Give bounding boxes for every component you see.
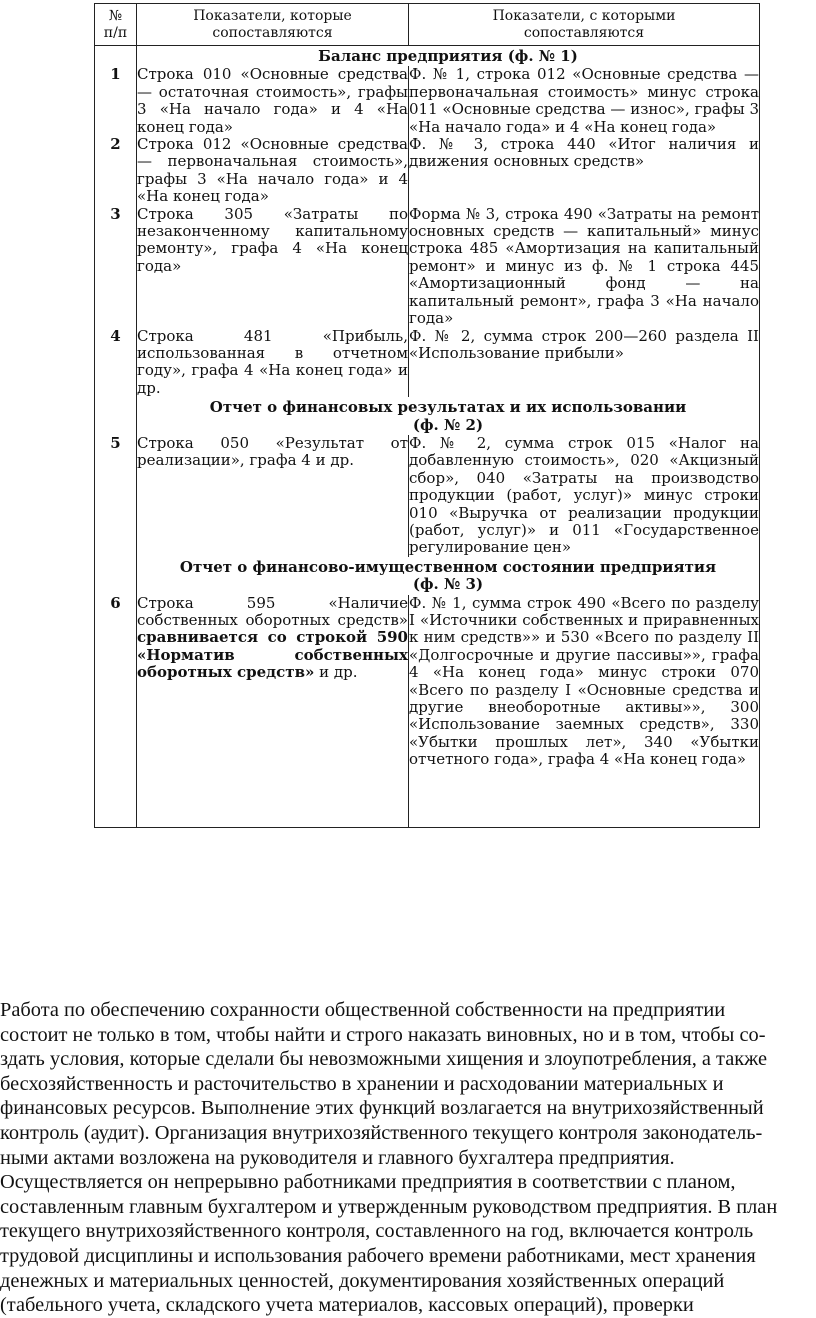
row-number: 4 — [95, 328, 137, 398]
row-indicator: Строка 050 «Результат от реализации», графа 4 и др. — [137, 435, 409, 557]
row-indicator: Строка 305 «Затраты по незаконченному капитальному ремонту», графа 4 «На конец года» — [137, 206, 409, 328]
row-compared: Ф. № 2, сумма строк 200—260 раздела II «Использование прибыли» — [409, 328, 760, 398]
section-row — [95, 46, 760, 67]
row-indicator: Строка 481 «Прибыль, использованная в отчетном году», графа 4 «На конец года» и др. — [137, 326, 408, 397]
header-indicators: Показатели, которые сопоставляются — [137, 4, 409, 46]
table-row — [95, 206, 760, 328]
row-indicator-start: Строка 595 «Наличие собственных оборотных средств» — [137, 593, 408, 629]
row-compared: Форма № 3, строка 490 «Затраты на ремонт основных средств — капитальный» минус строка 485 «Амортизация на капитальный ремонт» и минус из ф. № 1 строка 445 «Амортизационный фонд — на капитальный ремонт», графа 3 «На начало года» — [409, 204, 759, 328]
section-num-cell — [95, 46, 137, 67]
table-row — [95, 435, 760, 557]
row-number: 6 — [95, 595, 137, 828]
row-number: 1 — [95, 66, 137, 136]
header-compared: Показатели, с которыми сопоставляются — [409, 4, 760, 46]
row-number: 5 — [95, 435, 137, 557]
row-indicator — [137, 595, 409, 828]
section-title: Баланс предприятия (ф. № 1) — [137, 46, 760, 67]
section-num-cell — [95, 397, 137, 435]
row-number: 3 — [95, 206, 137, 328]
row-indicator-end: и др. — [314, 663, 358, 682]
table-row — [95, 595, 760, 828]
table-header-row — [95, 4, 760, 46]
body-paragraph: Работа по обеспечению сохранности общественной собственности на предприятии состоит не только в том, чтобы найти и строго наказать виновных, но и в том, чтобы со- здать условия, которые сделали бы невозможными хищения и злоупотребления, а также бесхозяйственность и расточительство в хранении и расходовании материальных и финансовых ресурсов. Выполнение этих функций возлагается на внутрихозяйственный контроль (аудит). Организация внутрихозяйственного текущего контроля законодатель- ными актами возложена на руководителя и главного бухгалтера предприятия. Осуществляется он непрерывно работниками предприятия в соответствии с планом, составленным главным бухгалтером и утвержденным руководством предприятия. В план текущего внутрихозяйственного контроля, составленного на год, включается контроль трудовой дисциплины и использования рабочего времени работниками, мест хранения денежных и материальных ценностей, документирования хозяйственных операций (табельного учета, складского учета материалов, кассовых операций), проверки — [0, 999, 778, 1317]
section-title: Отчет о финансово-имущественном состоянии предприятия (ф. № 3) — [137, 557, 760, 595]
row-indicator: Строка 010 «Основные средства — остаточная стоимость», графы 3 «На начало года» и 4 «На конец года» — [137, 65, 408, 136]
section-row — [95, 557, 760, 595]
row-compared: Ф. № 3, строка 440 «Итог наличия и движения основных средств» — [409, 136, 760, 206]
section-title: Отчет о финансовых результатах и их использовании (ф. № 2) — [137, 397, 760, 435]
table-row — [95, 66, 760, 136]
comparison-table — [94, 3, 760, 828]
row-indicator: Строка 012 «Основные средства — первоначальная стоимость», графы 3 «На начало года» и 4 «На конец года» — [137, 135, 408, 206]
section-num-cell — [95, 557, 137, 595]
table-row — [95, 328, 760, 398]
row-compared: Ф. № 1, сумма строк 490 «Всего по разделу I «Источники собственных и приравненных к ним средств»» и 530 «Всего по разделу II «Долгосрочные и другие пассивы»», графа 4 «На конец года» минус строки 070 «Всего по разделу I «Основные средства и другие внеоборотные активы»», 300 «Использование заемных средств», 330 «Убытки прошлых лет», 340 «Убытки отчетного года», графа 4 «На конец года» — [409, 595, 760, 828]
row-compared: Ф. № 2, сумма строк 015 «Налог на добавленную стоимость», 020 «Акцизный сбор», 040 «Затраты на производство продукции (работ, услуг)» минус строки 010 «Выручка от реализации продукции (работ, услуг)» и 011 «Государственное регулирование цен» — [409, 433, 759, 557]
row-compared: Ф. № 1, строка 012 «Основные средства — первоначальная стоимость» минус строка 011 «Основные средства — износ», графы 3 «На начало года» и 4 «На конец года» — [409, 65, 759, 136]
header-num: № п/п — [95, 4, 137, 46]
row-number: 2 — [95, 136, 137, 206]
table-row — [95, 136, 760, 206]
section-row — [95, 397, 760, 435]
row-indicator-bold: сравнивается со строкой 590 «Норматив собственных оборотных средств» — [137, 628, 408, 682]
